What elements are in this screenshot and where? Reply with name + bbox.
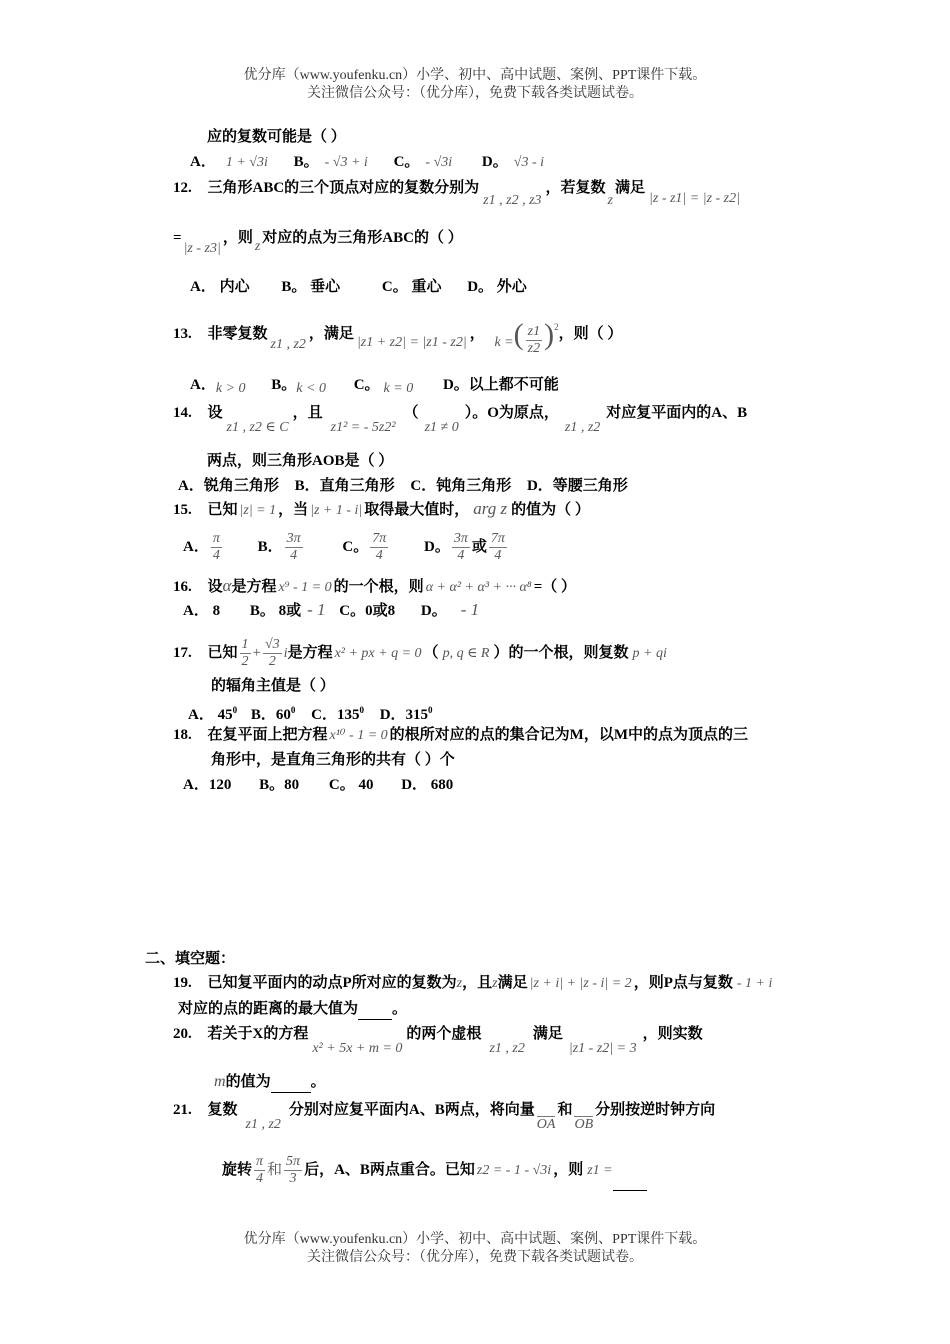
q17-deg-b: 0 [290, 705, 296, 715]
q18-text-2: 的根所对应的点的集合记为M，以M中的点为顶点的三 [389, 727, 748, 743]
q16-option-a: A． 8 [183, 603, 221, 619]
q13-option-b-label: B。 [271, 377, 297, 393]
q18-math-1: x¹⁰ - 1 = 0 [329, 728, 388, 743]
q11-option-c-math: - √3i [425, 155, 453, 170]
q12-math-4: |z - z3| [183, 241, 221, 256]
q18-option-a: A．120 [183, 777, 232, 793]
q17-deg-c: 0 [359, 705, 364, 715]
q21-f1-top: π [256, 1154, 264, 1170]
q13-frac-bottom: z2 [527, 341, 541, 356]
q21-text-1: 复数 [207, 1102, 238, 1118]
q13-option-c-math: k = 0 [383, 381, 414, 396]
header-line-2: 关注微信公众号：（优分库），免费下载各类试题试卷。 [307, 86, 643, 101]
q19-cont-text: 对应的点的距离的最大值为 [178, 1001, 359, 1017]
q12-option-c: C。 重心 [381, 279, 442, 295]
q13-fraction [526, 324, 542, 357]
q21-continuation [222, 1150, 647, 1191]
q14-text-2: ，且 [292, 405, 323, 421]
q11-option-b-math: - √3 + i [324, 155, 368, 170]
q19-math-1: z [456, 976, 463, 991]
q13-option-c-label: C。 [353, 377, 380, 393]
q14-option-c: C．钝角三角形 [410, 478, 512, 494]
q11-option-b-label: B。 [293, 154, 319, 170]
q15-math-1: |z| = 1 [239, 503, 277, 518]
q21-vector-ob: OB [574, 1117, 594, 1132]
q13-right-paren: ) [544, 317, 555, 351]
q15-option-c-frac [370, 531, 388, 564]
q13-math-2: |z1 + z2| = |z1 - z2| [356, 334, 467, 350]
q14-math-3: z1 ≠ 0 [424, 420, 459, 435]
q17-option-d: D．315 [379, 707, 429, 723]
q19-continuation [178, 999, 407, 1020]
q12-option-d: D。 外心 [467, 279, 527, 295]
q12-text-5: 对应的点为三角形ABC的（ ） [262, 230, 463, 246]
q16-text-3: 的一个根，则 [333, 579, 424, 595]
q15-math-2: |z + 1 - i| [310, 503, 363, 518]
q15-math-3: arg z [473, 499, 508, 518]
q20-continuation [214, 1072, 326, 1093]
q14-option-d: D．等腰三角形 [526, 478, 628, 494]
q17-text-1: 已知 [207, 645, 238, 661]
q13-option-b-math: k < 0 [296, 381, 326, 396]
q15-option-a-label: A． [183, 539, 209, 555]
q12-math-5: z [254, 239, 261, 254]
q20-math-1: x² + 5x + m = 0 [312, 1041, 403, 1056]
q19-text-2: ，且 [462, 975, 493, 991]
q14-text-1: 设 [207, 405, 223, 421]
q15-option-d2-frac [489, 531, 507, 564]
q21-stem [173, 1100, 716, 1132]
q15-text-1: 已知 [207, 502, 238, 518]
q19-text-4: ，则P点与复数 [633, 975, 733, 991]
q19-math-2: z [492, 976, 498, 991]
q17-f1-top: 1 [241, 637, 249, 653]
q17-frac-1 [240, 637, 251, 670]
q16-math-2: x⁹ - 1 = 0 [278, 580, 332, 595]
q13-text-4: ，则（ ） [558, 325, 623, 342]
q18-text-1: 在复平面上把方程 [207, 727, 328, 743]
q16-text-2: 是方程 [231, 579, 277, 595]
section-title-fill-in: 二、填空题： [145, 951, 236, 967]
q14-text-5: 对应复平面内的A、B [606, 405, 748, 421]
q13-exponent: 2 [554, 321, 559, 332]
q15-stem [173, 499, 590, 521]
q15-d2-top: 7π [490, 531, 505, 547]
q14-math-1: z1 , z2 ∈ C [226, 420, 289, 435]
q15-d-bottom: 4 [452, 547, 470, 564]
q15-option-b-label: B． [257, 539, 283, 555]
q12-options [190, 277, 527, 297]
q13-number: 13. [173, 325, 192, 342]
q11-options [190, 152, 544, 173]
q14-math-4: z1 , z2 [564, 420, 601, 435]
q20-answer-blank[interactable] [271, 1072, 311, 1093]
q12-text-2: ，若复数 [545, 180, 606, 196]
q11-option-d-label: D。 [481, 154, 508, 170]
q14-stem [173, 403, 748, 435]
q15-option-a-frac [211, 531, 222, 564]
q15-b-top: 3π [286, 531, 301, 547]
q17-math-4: p + qi [632, 646, 667, 661]
q17-f2-bottom: 2 [263, 653, 282, 670]
q12-option-b: B。 垂心 [281, 279, 341, 295]
q12-number: 12. [173, 180, 192, 196]
q17-continuation: 的辐角主值是（ ） [211, 678, 335, 694]
q17-option-a: A． 45 [188, 707, 233, 723]
q17-deg-d: 0 [428, 705, 433, 715]
q17-f1-bottom: 2 [241, 654, 249, 670]
q15-text-4: 的值为（ ） [511, 502, 590, 518]
header-line-1: 优分库（www.youfenku.cn）小学、初中、高中试题、案例、PPT课件下载。 [243, 68, 707, 83]
q14-math-2: z1² = - 5z2² [330, 420, 396, 435]
q21-vector-oa: OA [536, 1117, 556, 1132]
q15-option-d-frac [452, 531, 470, 564]
q12-text-1: 三角形ABC的三个顶点对应的复数分别为 [207, 180, 480, 196]
q12-stem-cont [173, 228, 463, 256]
q21-text-3: 和 [557, 1102, 573, 1118]
q13-option-a-math: k > 0 [215, 381, 246, 396]
q21-f2-bottom: 3 [284, 1170, 302, 1187]
q20-math-2: z1 , z2 [489, 1041, 525, 1056]
q21-text-6: ，则 [553, 1162, 584, 1178]
q16-option-d: D。 [420, 603, 447, 619]
q15-option-c-label: C。 [342, 539, 369, 555]
q19-stem [173, 973, 772, 994]
q13-math-1: z1 , z2 [270, 336, 306, 352]
q17-option-c: C．135 [311, 707, 360, 723]
q20-text-3: 满足 [532, 1026, 563, 1042]
footer-line-2: 关注微信公众号：（优分库），免费下载各类试题试卷。 [307, 1250, 643, 1265]
q15-options [183, 530, 509, 564]
q21-text-2: 分别对应复平面内A、B两点，将向量 [288, 1102, 535, 1118]
q14-number: 14. [173, 405, 192, 421]
q17-frac-2 [263, 637, 282, 670]
q16-math-3: α + α² + α³ + ··· α⁸ [425, 580, 532, 595]
q20-text-1: 若关于X的方程 [207, 1026, 309, 1042]
q17-plus: + [252, 645, 261, 661]
q20-math-m: m [214, 1073, 226, 1090]
footer-line-1: 优分库（www.youfenku.cn）小学、初中、高中试题、案例、PPT课件下载。 [243, 1232, 707, 1247]
q15-d2-bottom: 4 [489, 547, 507, 564]
q14-text-4: ）。O为原点， [464, 405, 559, 421]
q12-option-a: A． 内心 [190, 279, 250, 295]
q18-option-b: B。80 [259, 777, 300, 793]
q11-continuation: 应的复数可能是（ ） [207, 129, 346, 145]
q19-text-1: 已知复平面内的动点P所对应的复数为 [207, 975, 457, 991]
q21-and: 和 [267, 1162, 283, 1178]
q15-b-bottom: 4 [285, 547, 303, 564]
q15-d-top: 3π [453, 531, 468, 547]
q18-option-d: D． 680 [401, 777, 454, 793]
q16-option-d-math: - 1 [460, 600, 480, 619]
q17-text-4: ）的一个根，则复数 [493, 645, 629, 661]
q17-number: 17. [173, 645, 192, 661]
q20-cont-text: 的值为 [225, 1074, 271, 1090]
q21-frac-2 [284, 1154, 302, 1187]
q16-option-c: C。0或8 [339, 603, 396, 619]
q13-text-1: 非零复数 [207, 325, 268, 342]
q14-options [178, 476, 628, 496]
q15-option-b-frac [285, 531, 303, 564]
q21-answer-blank[interactable] [613, 1150, 647, 1191]
q16-options [183, 600, 479, 621]
q16-text-1: 设 [207, 579, 223, 595]
q17-f2-top: √3 [264, 637, 280, 653]
q13-stem [173, 317, 623, 356]
q12-text-4: ，则 [222, 230, 253, 246]
q21-math-3: z1 = [587, 1163, 613, 1178]
q19-text-3: 满足 [497, 975, 528, 991]
q13-options [190, 375, 559, 396]
q15-c-top: 7π [372, 531, 387, 547]
q11-option-a-label: A． [190, 154, 216, 170]
q16-number: 16. [173, 579, 192, 595]
q18-options [183, 775, 453, 795]
q13-left-paren: ( [513, 317, 524, 351]
q17-option-b: B．60 [250, 707, 291, 723]
q13-option-a-label: A． [190, 377, 216, 393]
q21-f1-bottom: 4 [254, 1170, 265, 1187]
q21-number: 21. [173, 1102, 192, 1118]
q12-text-3: 满足 [615, 180, 646, 196]
q17-stem [173, 636, 667, 671]
q21-f2-top: 5π [286, 1154, 301, 1170]
q21-frac-1 [254, 1154, 265, 1187]
q21-math-2: z2 = - 1 - √3i [476, 1163, 552, 1178]
q13-frac-top: z1 [527, 324, 541, 339]
q17-math-i: i [283, 646, 288, 661]
q17-deg-a: 0 [232, 705, 238, 715]
q17-text-3: （ [423, 645, 439, 661]
q15-a-bottom: 4 [211, 547, 222, 564]
q17-math-2: x² + px + q = 0 [334, 646, 422, 661]
q16-option-b-math: - 1 [307, 600, 326, 619]
q17-text-2: 是方程 [287, 645, 333, 661]
q19-end: 。 [392, 1001, 408, 1017]
q17-options [188, 700, 433, 725]
q11-option-c-label: C。 [393, 154, 420, 170]
q19-math-3: |z + i| + |z - i| = 2 [529, 976, 632, 991]
q16-stem [173, 576, 576, 598]
q20-text-2: 的两个虚根 [406, 1026, 482, 1042]
q21-text-5: 后，A、B两点重合。已知 [304, 1162, 475, 1178]
q13-option-d: D。以上都不可能 [442, 377, 559, 393]
q12-math-1: z1 , z2 , z3 [483, 193, 542, 208]
q21-text-4: 分别按逆时钟方向 [595, 1102, 716, 1118]
q14-option-b: B．直角三角形 [294, 478, 395, 494]
q20-stem [173, 1024, 703, 1056]
q15-text-2: ，当 [278, 502, 309, 518]
q15-or: 或 [471, 539, 487, 555]
q20-end: 。 [310, 1074, 326, 1090]
q12-math-3: |z - z1| = |z - z2| [649, 191, 740, 206]
q16-math-1: α [222, 576, 232, 595]
q13-k-equals: k = [494, 334, 514, 350]
q20-math-3: |z1 - z2| = 3 [568, 1041, 637, 1056]
q12-math-2: z [607, 193, 613, 208]
q19-number: 19. [173, 975, 192, 991]
q14-option-a: A．锐角三角形 [178, 478, 279, 494]
q15-option-d-label: D。 [424, 539, 450, 555]
q21-cont-text: 旋转 [222, 1162, 253, 1178]
q13-text-2: ，满足 [308, 325, 354, 342]
q15-number: 15. [173, 502, 192, 518]
q18-continuation: 角形中，是直角三角形的共有（ ）个 [211, 752, 455, 768]
q18-option-c: C。 40 [328, 777, 374, 793]
q18-stem [173, 725, 748, 746]
q13-text-3: ， [469, 325, 485, 342]
q16-text-4: =（ ） [533, 579, 576, 595]
q19-math-4: - 1 + i [736, 976, 773, 991]
q20-number: 20. [173, 1026, 192, 1042]
q20-text-4: ，则实数 [642, 1026, 703, 1042]
q17-math-3: p, q ∈ R [442, 646, 490, 661]
q19-answer-blank[interactable] [358, 999, 392, 1020]
q15-c-bottom: 4 [370, 547, 388, 564]
q18-number: 18. [173, 727, 192, 743]
q14-continuation: 两点，则三角形AOB是（ ） [207, 453, 394, 469]
q11-option-a-math: 1 + √3i [225, 155, 268, 170]
q15-a-top: π [212, 531, 220, 547]
q14-text-3: （ [403, 405, 419, 421]
q21-math-1: z1 , z2 [245, 1117, 281, 1132]
q12-equals: = [173, 230, 182, 246]
q15-text-3: 取得最大值时， [364, 502, 470, 518]
q16-option-b: B。 8或 [249, 603, 302, 619]
q12-stem [173, 178, 740, 208]
q11-option-d-math: √3 - i [513, 155, 545, 170]
